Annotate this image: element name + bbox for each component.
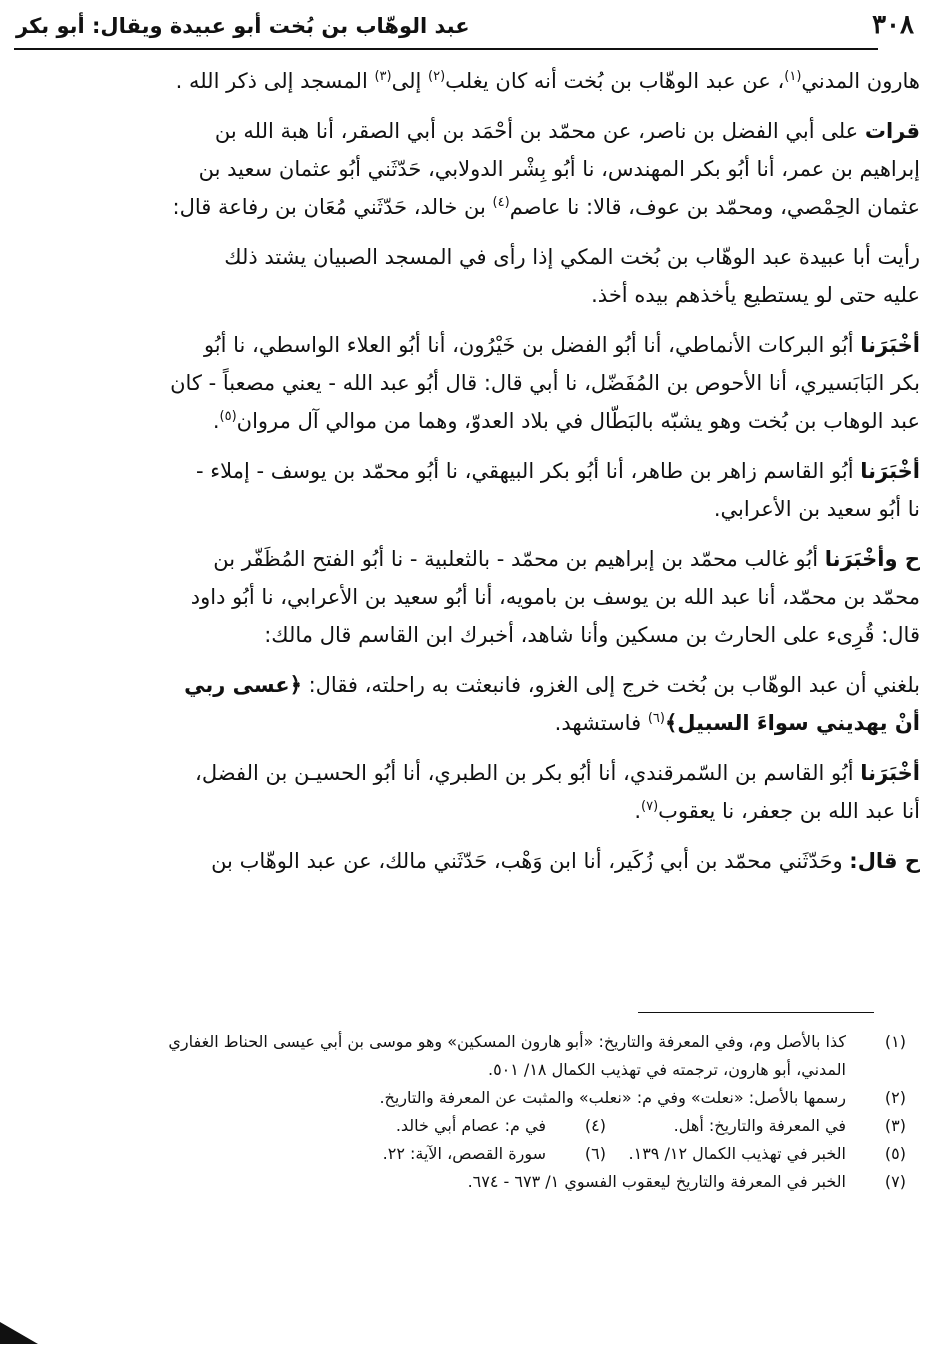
paragraph (18, 540, 920, 654)
lead-word: أخْبَرَنا (860, 459, 920, 483)
running-header (14, 8, 914, 50)
running-title: عبد الوهّاب بن بُخت أبو عبيدة ويقال: أبو بكر (16, 14, 470, 38)
text-line: أنْ يهديني سواءَ السبيل﴾$^{(٦)}$ فاستشهد. (554, 711, 920, 735)
paragraph (18, 666, 920, 742)
footnote-row-3-4 (20, 1112, 906, 1140)
text-line: هارون المدني$^{(١)}$، عن عبد الوهّاب بن بُخت أنه كان يغلب$^{(٢)}$ إلى$^{(٣)}$ المسجد إلى ذكر الله . (175, 69, 920, 93)
paragraph (18, 452, 920, 528)
quran-quote: ﴿عسى ربي (184, 673, 302, 697)
paragraph (18, 112, 920, 226)
footnote-ref[interactable]: (٣) (374, 69, 392, 84)
text-line: أخْبَرَنا أبُو البركات الأنماطي، أنا أبُو الفضل بن خَيْرُون، أنا أبُو العلاء الواسطي، نا أبُو (203, 333, 920, 357)
text-line: قرات على أبي الفضل بن ناصر، عن محمّد بن أحْمَد بن أبي الصقر، أنا هبة الله بن (214, 119, 920, 143)
lead-word: قرات (864, 119, 920, 143)
text-line: أنا عبد الله بن جعفر، نا يعقوب$^{(٧)}$. (634, 799, 920, 823)
footnote-ref[interactable]: (٧) (641, 799, 659, 814)
text-line: قال: قُرِىء على الحارث بن مسكين وأنا شاهد، أخبرك ابن القاسم قال مالك: (264, 623, 920, 647)
text-line: بكر البَابَسيري، أنا الأحوص بن المُفَضّل، نا أبي قال: قال أبُو عبد الله - يعني مصعباً - كان (170, 371, 920, 395)
paragraph (18, 326, 920, 440)
lead-word: ح وأخْبَرَنا (824, 547, 920, 571)
footnote-1-continued: المدني، أبو هارون، ترجمته في تهذيب الكمال ١٨/ ٥٠١. (487, 1060, 846, 1079)
page-number: ٣٠٨ (872, 10, 914, 40)
lead-word: ح قال: (849, 849, 920, 873)
text-line: بلغني أن عبد الوهّاب بن بُخت خرج إلى الغزو، فانبعثت به راحلته، فقال: ﴿عسى ربي (184, 673, 920, 697)
footnote-3: (٣) في المعرفة والتاريخ: أهل. (546, 1112, 846, 1140)
text-line: عليه حتى لو يستطيع يأخذهم بيده أخذ. (591, 283, 920, 307)
footnote-number: (٣) (884, 1116, 906, 1135)
main-text (18, 62, 920, 892)
footnote-ref[interactable]: (٢) (428, 69, 446, 84)
text-line: عبد الوهاب بن بُخت وهو يشبّه بالبَطّال في بلاد العدوّ، وهما من موالي آل مروان$^{(٥)}$. (212, 409, 920, 433)
footnote-row-5-6 (20, 1140, 906, 1168)
footnote-number: (٤) (584, 1116, 606, 1135)
paragraph (18, 62, 920, 100)
footnote-number: (٧) (884, 1172, 906, 1191)
paragraph (18, 238, 920, 314)
footnote-ref[interactable]: (١) (784, 69, 802, 84)
footnote-number: (٢) (884, 1088, 906, 1107)
footnote-1: (١) كذا بالأصل وم، وفي المعرفة والتاريخ: «أبو هارون المسكين» وهو موسى بن أبي عيسى الحناط الغفاري (20, 1028, 846, 1056)
text-line: عثمان الحِمْصي، ومحمّد بن عوف، قالا: نا عاصم$^{(٤)}$ بن خالد، حَدّثَني مُعَان بن رفاعة قال: (172, 195, 920, 219)
footnote-5: (٥) الخبر في تهذيب الكمال ١٢/ ١٣٩. (546, 1140, 846, 1168)
footnote-divider (638, 1012, 874, 1013)
footnote-number: (١) (884, 1032, 906, 1051)
text-line: محمّد بن محمّد، أنا عبد الله بن يوسف بن بامويه، أنا أبُو سعيد بن الأعرابي، نا أبُو داود (190, 585, 920, 609)
text-line: أخْبَرَنا أبُو القاسم زاهر بن طاهر، أنا أبُو بكر البيهقي، نا أبُو محمّد بن يوسف - إملاء - (196, 459, 920, 483)
footnote-4: (٤) في م: عصام أبي خالد. (246, 1112, 546, 1140)
text-line: ح قال: وحَدّثَني محمّد بن أبي زُكَير، أنا ابن وَهْب، حَدّثَني مالك، عن عبد الوهّاب بن (211, 849, 920, 873)
footnote-ref[interactable]: (٦) (647, 711, 665, 726)
footnote-2: (٢) رسمها بالأصل: «نعلت» وفي م: «نعلب» والمثبت عن المعرفة والتاريخ. (20, 1084, 846, 1112)
paragraph (18, 754, 920, 830)
footnote-ref[interactable]: (٤) (492, 195, 510, 210)
lead-word: أخْبَرَنا (860, 761, 920, 785)
quran-quote: أنْ يهديني سواءَ السبيل﴾ (664, 711, 920, 735)
footnotes (20, 1028, 906, 1196)
paragraph (18, 842, 920, 880)
footnote-number: (٥) (884, 1144, 906, 1163)
text-line: إبراهيم بن عمر، أنا أبُو بكر المهندس، نا أبُو بِشْر الدولابي، حَدّثَني أبُو عثمان سعيد بن (198, 157, 920, 181)
footnote-ref[interactable]: (٥) (219, 409, 237, 424)
text-line: ح وأخْبَرَنا أبُو غالب محمّد بن إبراهيم بن محمّد - بالثعلبية - نا أبُو الفتح المُظَفّر بن (213, 547, 920, 571)
text-line: نا أبُو سعيد بن الأعرابي. (713, 497, 920, 521)
text-line: رأيت أبا عبيدة عبد الوهّاب بن بُخت المكي إذا رأى في المسجد الصبيان يشتد ذلك (224, 245, 920, 269)
lead-word: أخْبَرَنا (860, 333, 920, 357)
text-line: أخْبَرَنا أبُو القاسم بن السّمرقندي، أنا أبُو بكر بن الطبري، أنا أبُو الحسيـن بن الفضل، (195, 761, 920, 785)
page-corner-mark (0, 1322, 38, 1344)
footnote-6: (٦) سورة القصص، الآية: ٢٢. (246, 1140, 546, 1168)
footnote-number: (٦) (584, 1144, 606, 1163)
footnote-7: (٧) الخبر في المعرفة والتاريخ ليعقوب الفسوي ١/ ٦٧٣ - ٦٧٤. (20, 1168, 846, 1196)
